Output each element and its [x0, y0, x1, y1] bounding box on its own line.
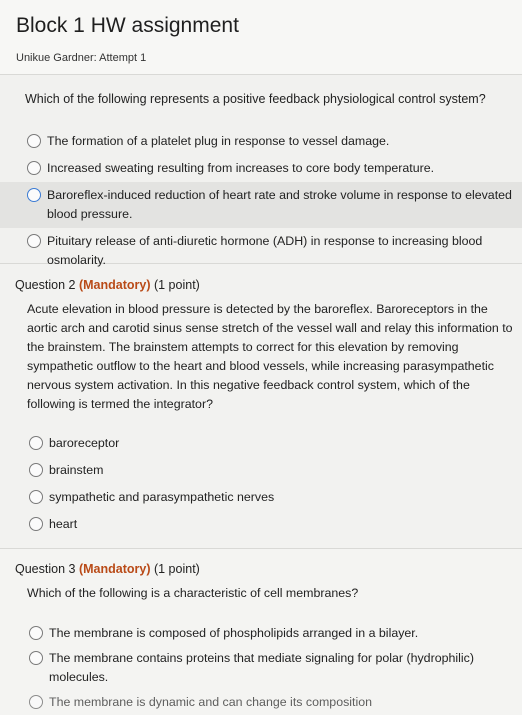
- mandatory-label: (Mandatory): [78, 278, 151, 292]
- q3-option-1-label: The membrane is composed of phospholipids arranged in a bilayer.: [49, 626, 419, 640]
- q2-option-2[interactable]: [15, 457, 522, 484]
- q2-option-2-label: brainstem: [49, 463, 104, 477]
- q3-option-2-label: The membrane contains proteins that mediate signaling for polar (hydrophilic) molecules.: [49, 651, 474, 684]
- radio-button[interactable]: [29, 490, 43, 504]
- points-label: (1 point): [153, 562, 200, 576]
- question-3-header: [15, 562, 522, 576]
- question-2-header: [15, 278, 522, 292]
- page-header: [0, 0, 522, 75]
- question-3-number: Question 3: [15, 562, 76, 576]
- q2-option-4-label: heart: [49, 517, 78, 531]
- q1-option-3[interactable]: [0, 182, 522, 228]
- question-3-text: Which of the following is a characteristic of cell membranes?: [27, 586, 359, 600]
- points-label: (1 point): [153, 278, 200, 292]
- radio-button[interactable]: [27, 188, 41, 202]
- question-2-text: Acute elevation in blood pressure is detected by the baroreflex. Baroreceptors in the aortic arch and carotid sinus sense stretch of the vessel wall and relay this information to the brainstem. The brainstem attempts to correct for this elevation by removing sympathetic outflow to the heart and blood vessels, while increasing parasympathetic nervous system activation. In this negative feedback control system, which of the following is termed the integrator?: [27, 302, 513, 411]
- radio-button[interactable]: [29, 626, 43, 640]
- radio-button[interactable]: [29, 463, 43, 477]
- mandatory-label: (Mandatory): [78, 562, 151, 576]
- question-1: [0, 75, 522, 267]
- q3-option-2[interactable]: [15, 646, 522, 690]
- question-3: [0, 549, 522, 715]
- q2-option-3-label: sympathetic and parasympathetic nerves: [49, 490, 275, 504]
- q1-option-4-label: Pituitary release of anti-diuretic hormone (ADH) in response to increasing blood osmolarity.: [47, 234, 483, 267]
- q1-option-4[interactable]: [0, 228, 522, 274]
- question-2: [0, 264, 522, 549]
- radio-button[interactable]: [29, 517, 43, 531]
- question-1-prompt: Which of the following represents a positive feedback physiological control system?: [25, 92, 486, 106]
- q1-option-2-label: Increased sweating resulting from increases to core body temperature.: [47, 161, 435, 175]
- q1-option-1-label: The formation of a platelet plug in response to vessel damage.: [47, 134, 390, 148]
- q3-option-3[interactable]: [15, 690, 522, 715]
- question-3-options: [15, 621, 522, 715]
- radio-button[interactable]: [27, 161, 41, 175]
- q2-option-3[interactable]: [15, 484, 522, 511]
- attempt-label: Unikue Gardner: Attempt 1: [16, 52, 147, 64]
- q2-option-1[interactable]: [15, 430, 522, 457]
- radio-button[interactable]: [29, 436, 43, 450]
- q3-option-1[interactable]: [15, 621, 522, 646]
- question-2-number: Question 2: [15, 278, 76, 292]
- radio-button[interactable]: [27, 234, 41, 248]
- page-title: Block 1 HW assignment: [16, 14, 239, 37]
- q1-option-3-label: Baroreflex-induced reduction of heart rate and stroke volume in response to elevated blood pressure.: [47, 188, 512, 221]
- question-1-options: [0, 128, 522, 274]
- q1-option-1[interactable]: [0, 128, 522, 155]
- q2-option-1-label: baroreceptor: [49, 436, 120, 450]
- question-2-options: [15, 430, 522, 538]
- radio-button[interactable]: [29, 695, 43, 709]
- q1-option-2[interactable]: [0, 155, 522, 182]
- radio-button[interactable]: [29, 651, 43, 665]
- q2-option-4[interactable]: [15, 511, 522, 538]
- q3-option-3-label: The membrane is dynamic and can change its composition: [49, 695, 373, 709]
- radio-button[interactable]: [27, 134, 41, 148]
